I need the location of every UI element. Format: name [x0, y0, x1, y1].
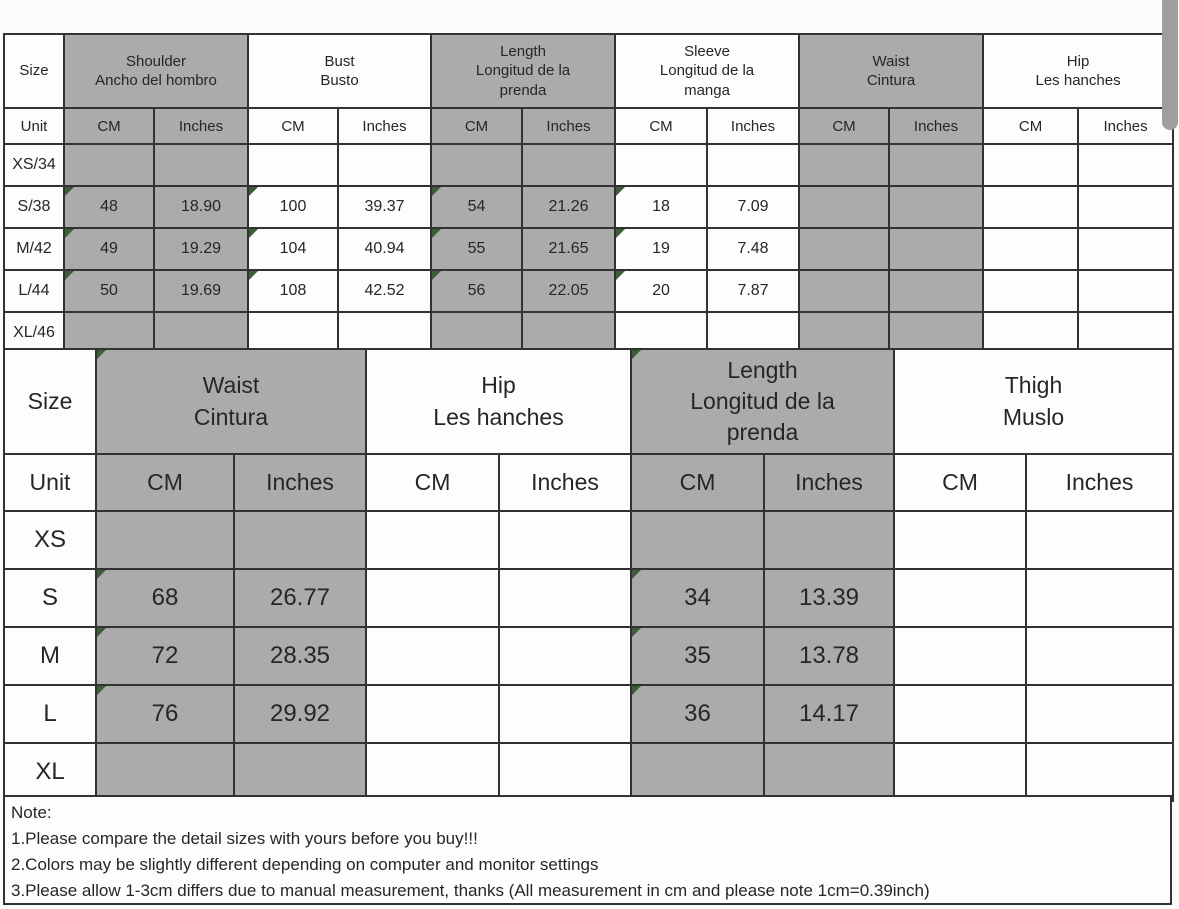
table-row-m	[4, 627, 1173, 685]
table-row-xs	[4, 511, 1173, 569]
unit-cm-cell: CM	[894, 454, 1026, 511]
measurement-cell	[1026, 743, 1173, 801]
measurement-cell: 56	[431, 270, 522, 312]
measurement-cell	[499, 743, 631, 801]
group-name-alt: Longitud de la prenda	[690, 387, 835, 446]
measurement-cell	[366, 569, 499, 627]
measurement-cell	[1078, 228, 1173, 270]
table-row-l44	[4, 270, 1173, 312]
note-line-1: 1.Please compare the detail sizes with yours before you buy!!!	[11, 829, 478, 848]
measurement-cell: 50	[64, 270, 154, 312]
measurement-cell	[1026, 627, 1173, 685]
group-name-en: Bust	[324, 52, 355, 70]
measurement-cell: 7.09	[707, 186, 799, 228]
group-name-en: Length	[500, 42, 546, 60]
measurement-cell	[799, 228, 889, 270]
unit-inches-cell: Inches	[154, 108, 248, 144]
measurement-cell: 29.92	[234, 685, 366, 743]
measurement-cell	[894, 743, 1026, 801]
measurement-cell: 28.35	[234, 627, 366, 685]
measurement-cell	[894, 627, 1026, 685]
group-name-alt: Longitud de la manga	[659, 62, 755, 99]
measurement-cell: 48	[64, 186, 154, 228]
measurement-cell	[338, 144, 431, 186]
measurement-cell: 108	[248, 270, 338, 312]
measurement-cell: 36	[631, 685, 764, 743]
measurement-cell	[631, 511, 764, 569]
lower-size-chart-table	[3, 348, 1174, 802]
measurement-cell: 21.65	[522, 228, 615, 270]
column-group-header-thigh	[894, 349, 1173, 454]
size-row-label: M	[4, 627, 96, 685]
measurement-cell	[889, 186, 983, 228]
measurement-cell	[96, 743, 234, 801]
size-row-label: M/42	[4, 228, 64, 270]
size-row-label: L	[4, 685, 96, 743]
size-row-label: XS/34	[4, 144, 64, 186]
measurement-cell	[499, 685, 631, 743]
group-name-alt: Cintura	[866, 72, 916, 89]
group-name-en: Sleeve	[684, 42, 730, 60]
measurement-cell	[499, 627, 631, 685]
group-name-en: Waist	[202, 372, 260, 399]
measurement-cell: 14.17	[764, 685, 894, 743]
unit-inches-cell: Inches	[889, 108, 983, 144]
measurement-cell: 21.26	[522, 186, 615, 228]
table-row-s38	[4, 186, 1173, 228]
group-name-en: Hip	[481, 372, 516, 399]
measurement-cell	[234, 511, 366, 569]
measurement-cell	[431, 144, 522, 186]
unit-cm-cell: CM	[983, 108, 1078, 144]
measurement-cell	[764, 511, 894, 569]
measurement-cell: 100	[248, 186, 338, 228]
group-name-en: Hip	[1066, 52, 1090, 70]
measurement-cell: 13.78	[764, 627, 894, 685]
upper-size-chart-table	[3, 33, 1174, 355]
table-row-l	[4, 685, 1173, 743]
measurement-cell	[983, 186, 1078, 228]
measurement-cell	[894, 685, 1026, 743]
size-row-label: XL	[4, 743, 96, 801]
measurement-cell: 19.69	[154, 270, 248, 312]
measurement-cell	[96, 511, 234, 569]
unit-row	[4, 454, 1173, 511]
measurement-cell	[366, 627, 499, 685]
measurement-cell: 26.77	[234, 569, 366, 627]
group-name-alt: Longitud de la prenda	[475, 62, 571, 99]
measurement-cell: 7.87	[707, 270, 799, 312]
measurement-cell: 39.37	[338, 186, 431, 228]
measurement-cell	[366, 743, 499, 801]
group-name-alt: Les hanches	[433, 403, 564, 430]
scrollbar-thumb[interactable]	[1162, 0, 1178, 130]
measurement-cell: 18	[615, 186, 707, 228]
measurement-cell: 22.05	[522, 270, 615, 312]
table-row-m42	[4, 228, 1173, 270]
unit-cm-cell: CM	[615, 108, 707, 144]
column-group-header-length	[631, 349, 894, 454]
unit-inches-cell: Inches	[234, 454, 366, 511]
measurement-cell	[631, 743, 764, 801]
measurement-cell: 18.90	[154, 186, 248, 228]
measurement-cell: 54	[431, 186, 522, 228]
table-row-s	[4, 569, 1173, 627]
measurement-cell: 34	[631, 569, 764, 627]
unit-row-label: Unit	[4, 454, 96, 511]
group-name-en: Shoulder	[125, 52, 187, 70]
measurement-cell	[366, 511, 499, 569]
measurement-cell: 72	[96, 627, 234, 685]
measurement-cell	[764, 743, 894, 801]
column-group-header-sleeve	[615, 34, 799, 108]
measurement-cell	[499, 569, 631, 627]
measurement-cell	[799, 270, 889, 312]
measurement-cell: 55	[431, 228, 522, 270]
unit-cm-cell: CM	[96, 454, 234, 511]
measurement-cell: 19.29	[154, 228, 248, 270]
column-group-header-waist	[96, 349, 366, 454]
table-row-xs34	[4, 144, 1173, 186]
column-group-header-hip	[983, 34, 1173, 108]
header-row	[4, 34, 1173, 108]
measurement-cell	[1078, 144, 1173, 186]
column-group-header-length	[431, 34, 615, 108]
unit-row	[4, 108, 1173, 144]
group-name-alt: Muslo	[1002, 403, 1065, 430]
unit-inches-cell: Inches	[1026, 454, 1173, 511]
unit-cm-cell: CM	[631, 454, 764, 511]
column-group-header-shoulder	[64, 34, 248, 108]
note-line-2: 2.Colors may be slightly different depending on computer and monitor settings	[11, 855, 599, 874]
measurement-cell	[799, 186, 889, 228]
measurement-cell	[1026, 569, 1173, 627]
column-group-header-hip	[366, 349, 631, 454]
notes-section	[3, 795, 1172, 905]
measurement-cell	[889, 144, 983, 186]
measurement-cell: 20	[615, 270, 707, 312]
unit-cm-cell: CM	[799, 108, 889, 144]
measurement-cell	[894, 569, 1026, 627]
unit-inches-cell: Inches	[522, 108, 615, 144]
size-column-header: Size	[4, 34, 64, 108]
note-line-3: 3.Please allow 1-3cm differs due to manual measurement, thanks (All measurement in cm and please note 1cm=0.39inch)	[11, 881, 930, 900]
group-name-alt: Les hanches	[1035, 72, 1121, 89]
unit-inches-cell: Inches	[764, 454, 894, 511]
measurement-cell	[889, 228, 983, 270]
measurement-cell: 13.39	[764, 569, 894, 627]
measurement-cell	[499, 511, 631, 569]
measurement-cell: 104	[248, 228, 338, 270]
measurement-cell	[1026, 685, 1173, 743]
measurement-cell	[707, 144, 799, 186]
measurement-cell: 40.94	[338, 228, 431, 270]
measurement-cell: 19	[615, 228, 707, 270]
measurement-cell	[234, 743, 366, 801]
measurement-cell	[799, 144, 889, 186]
measurement-cell	[894, 511, 1026, 569]
measurement-cell: 49	[64, 228, 154, 270]
measurement-cell	[248, 144, 338, 186]
measurement-cell: 42.52	[338, 270, 431, 312]
measurement-cell	[64, 144, 154, 186]
unit-cm-cell: CM	[64, 108, 154, 144]
unit-inches-cell: Inches	[499, 454, 631, 511]
measurement-cell: 76	[96, 685, 234, 743]
measurement-cell: 68	[96, 569, 234, 627]
measurement-cell: 35	[631, 627, 764, 685]
table-row-xl	[4, 743, 1173, 801]
measurement-cell	[522, 144, 615, 186]
size-row-label: L/44	[4, 270, 64, 312]
unit-inches-cell: Inches	[707, 108, 799, 144]
header-row	[4, 349, 1173, 454]
measurement-cell	[154, 144, 248, 186]
group-name-en: Length	[727, 356, 798, 383]
note-title: Note:	[11, 803, 52, 822]
size-row-label: S	[4, 569, 96, 627]
group-name-en: Thigh	[1004, 372, 1063, 399]
group-name-alt: Cintura	[193, 403, 269, 430]
size-column-header: Size	[4, 349, 96, 454]
measurement-cell	[1026, 511, 1173, 569]
unit-cm-cell: CM	[366, 454, 499, 511]
size-row-label: XL/46	[4, 312, 64, 354]
unit-row-label: Unit	[4, 108, 64, 144]
column-group-header-bust	[248, 34, 431, 108]
group-name-alt: Ancho del hombro	[95, 72, 217, 89]
unit-cm-cell: CM	[248, 108, 338, 144]
unit-cm-cell: CM	[431, 108, 522, 144]
column-group-header-waist	[799, 34, 983, 108]
measurement-cell	[615, 144, 707, 186]
size-row-label: XS	[4, 511, 96, 569]
measurement-cell	[983, 228, 1078, 270]
measurement-cell	[889, 270, 983, 312]
size-row-label: S/38	[4, 186, 64, 228]
measurement-cell	[1078, 270, 1173, 312]
measurement-cell	[366, 685, 499, 743]
group-name-en: Waist	[872, 52, 910, 70]
group-name-alt: Busto	[320, 72, 359, 89]
unit-inches-cell: Inches	[1078, 108, 1173, 144]
measurement-cell: 7.48	[707, 228, 799, 270]
measurement-cell	[983, 144, 1078, 186]
measurement-cell	[983, 270, 1078, 312]
measurement-cell	[1078, 186, 1173, 228]
unit-inches-cell: Inches	[338, 108, 431, 144]
